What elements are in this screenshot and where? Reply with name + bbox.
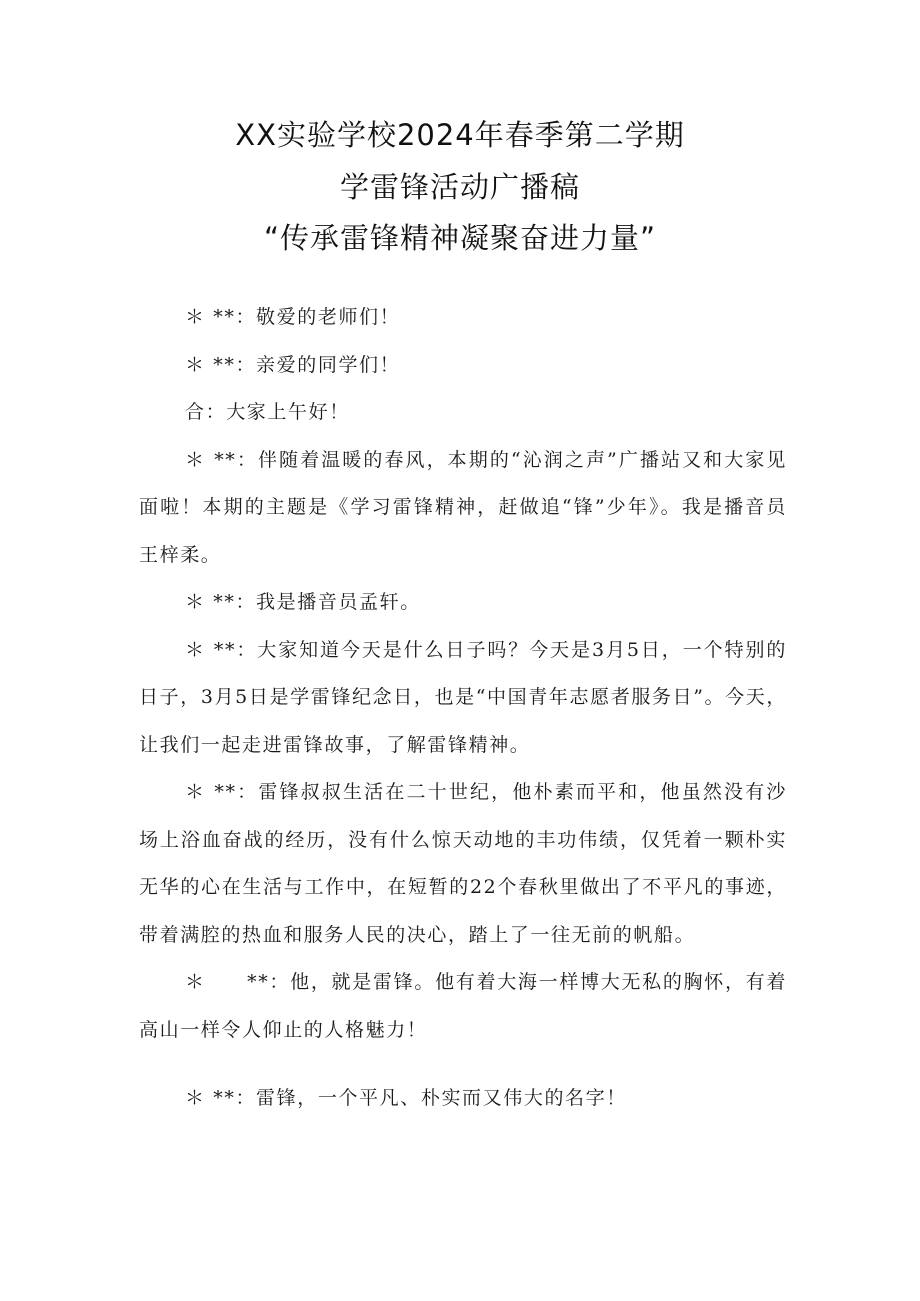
paragraph-lei-feng-spirit: ＊ **：他，就是雷锋。他有着大海一样博大无私的胸怀，有着高山一样令人仰止的人格魅力！ xyxy=(139,971,787,1041)
paragraph-greeting-teachers: ＊ **：敬爱的老师们！ xyxy=(185,306,401,328)
paragraph-intro-broadcast: ＊ **：伴随着温暖的春风，本期的“沁润之声”广播站又和大家见面啦！本期的主题是《学习雷锋精神，赶做追“锋”少年》。我是播音员王梓柔。 xyxy=(139,448,787,566)
title-line-theme: “传承雷锋精神凝聚奋进力量” xyxy=(263,221,657,255)
document-body xyxy=(139,294,787,1123)
title-line-broadcast: 学雷锋活动广播稿 xyxy=(339,170,580,204)
paragraph-greeting-students: ＊ **：亲爱的同学们！ xyxy=(185,353,401,376)
paragraph-lei-feng-name: ＊ **：雷锋，一个平凡、朴实而又伟大的名字！ xyxy=(185,1087,627,1109)
title-line-school-term: XX实验学校2024年春季第二学期 xyxy=(235,118,685,152)
paragraph-lei-feng-life: ＊ **：雷锋叔叔生活在二十世纪，他朴素而平和，他虽然没有沙场上浴血奋战的经历，没有什么惊天动地的丰功伟绩，仅凭着一颗朴实无华的心在生活与工作中，在短暂的22个春秋里做出了不平凡的事迹，带着满腔的热血和服务人民的决心，踏上了一往无前的帆船。 xyxy=(139,781,787,946)
paragraph-march-fifth: ＊ **：大家知道今天是什么日子吗？今天是3月5日，一个特别的日子，3月5日是学雷锋纪念日，也是“中国青年志愿者服务日”。今天，让我们一起走进雷锋故事，了解雷锋精神。 xyxy=(139,638,787,756)
paragraph-greeting-together: 合：大家上午好！ xyxy=(185,401,350,423)
paragraph-announcer-meng: ＊ **：我是播音员孟轩。 xyxy=(185,591,421,613)
